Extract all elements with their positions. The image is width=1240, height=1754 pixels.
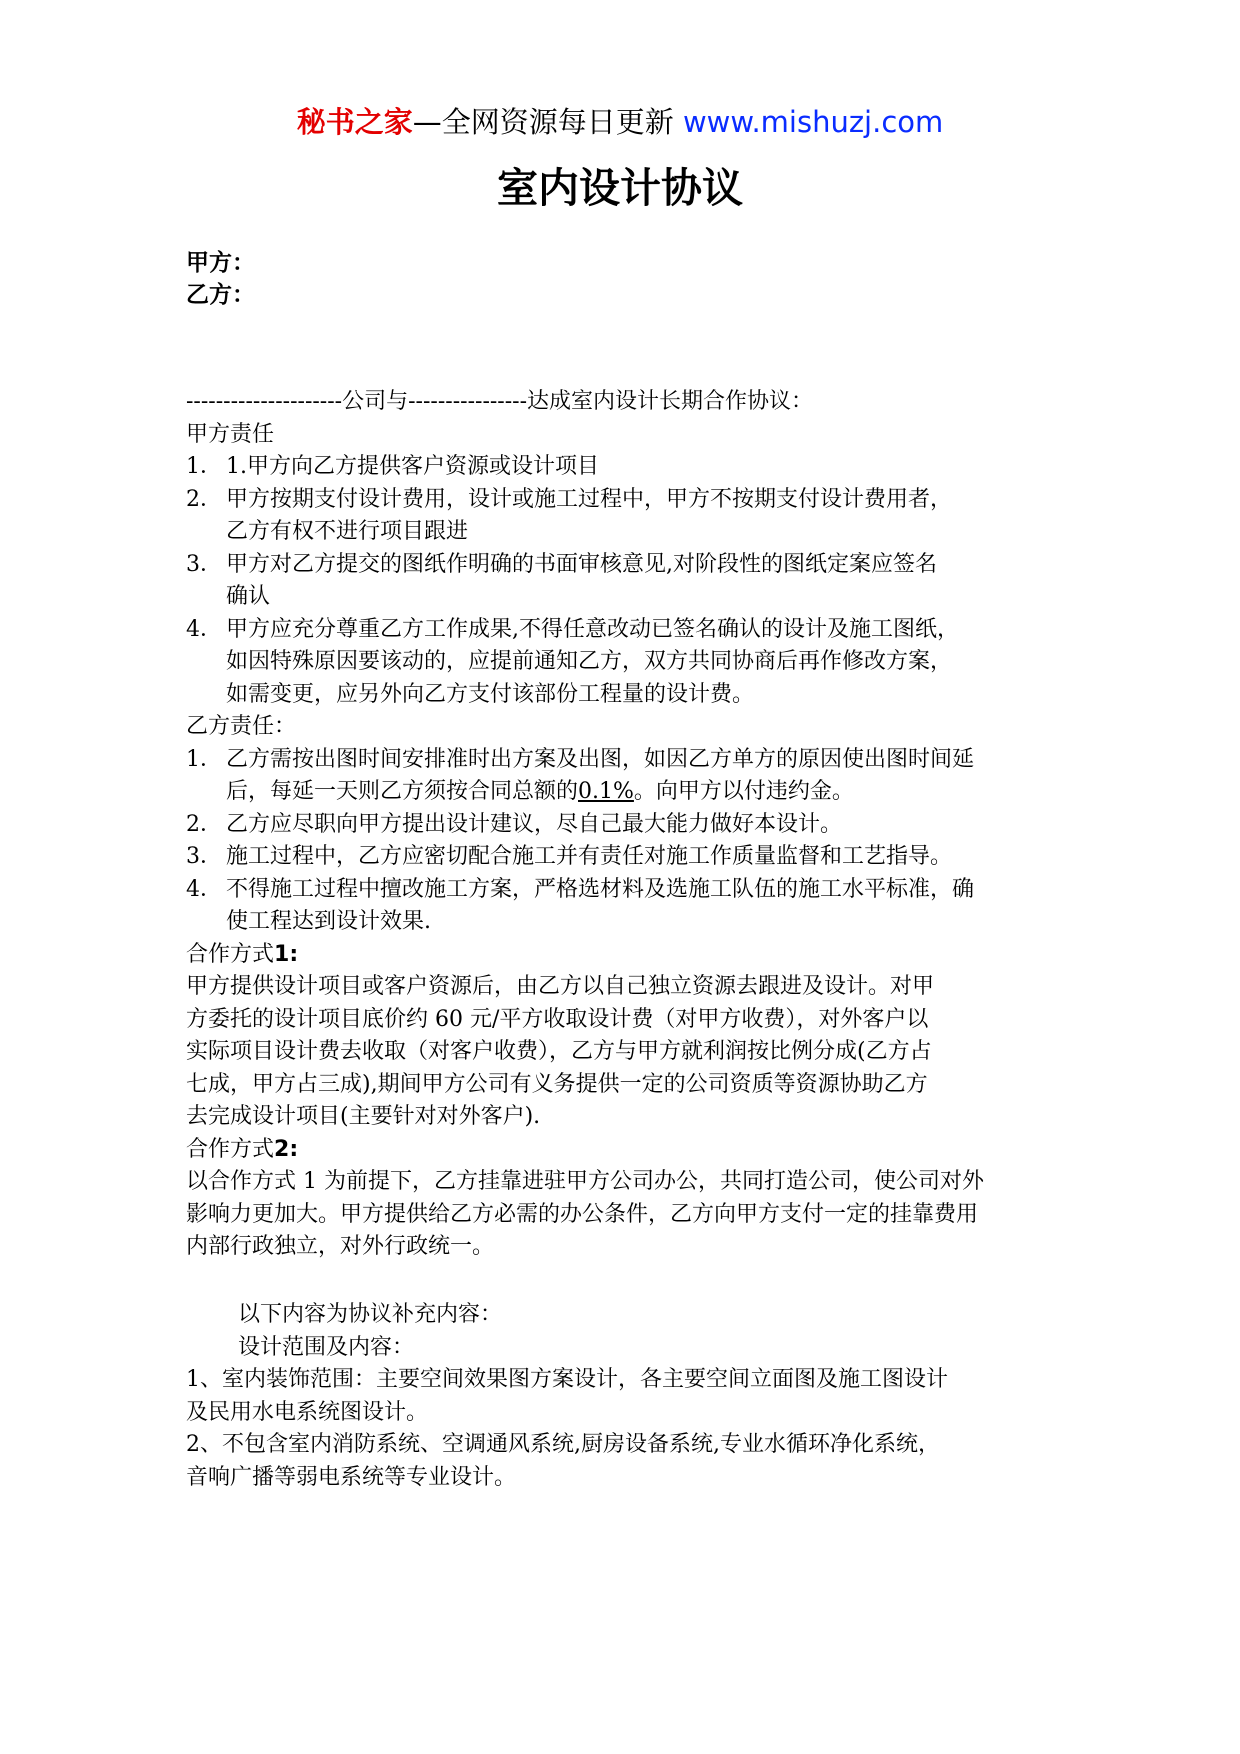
item-text: 乙方应尽职向甲方提出设计建议，尽自己最大能力做好本设计。: [226, 811, 843, 837]
list-item: [186, 841, 1106, 874]
party-b-label: 乙方：: [186, 282, 255, 308]
heading-number: 1:: [274, 941, 299, 967]
item-text-part: 后，每延一天则乙方须按合同总额的: [226, 779, 579, 804]
party-b-responsibility-heading: 乙方责任：: [186, 714, 297, 739]
supplement-heading: 以下内容为协议补充内容：: [238, 1302, 503, 1327]
heading-number: 2:: [274, 1136, 299, 1162]
item-text: 乙方有权不进行项目跟进: [226, 519, 469, 544]
paragraph-line: 1、室内装饰范围：主要空间效果图方案设计，各主要空间立面图及施工图设计: [186, 1367, 948, 1392]
site-url-link[interactable]: www.mishuzj.com: [682, 105, 944, 139]
item-number: 3．: [186, 551, 222, 577]
header-tagline: —全网资源每日更新: [412, 105, 683, 139]
item-number: 1．: [186, 454, 222, 479]
item-text: 使工程达到设计效果.: [226, 909, 431, 934]
paragraph-line: 去完成设计项目(主要针对对外客户).: [186, 1104, 541, 1129]
paragraph-line: 内部行政独立，对外行政统一。: [186, 1234, 495, 1259]
item-text: 如因特殊原因要该动的，应提前通知乙方，双方共同协商后再作修改方案，: [226, 649, 953, 674]
item-text: 不得施工过程中擅改施工方案，严格选材料及选施工队伍的施工水平标准，确: [226, 876, 975, 902]
supplement-section: [186, 1299, 1106, 1494]
item-text: 施工过程中，乙方应密切配合施工并有责任对施工作质量监督和工艺指导。: [226, 844, 953, 869]
intro-line: ---------------------公司与----------------达成室内设计长期合作协议：: [186, 389, 814, 414]
site-header: [0, 102, 1240, 142]
paragraph-line: 及民用水电系统图设计。: [186, 1399, 429, 1425]
brand-name: 秘书之家: [296, 105, 413, 139]
scope-heading: 设计范围及内容：: [238, 1334, 415, 1360]
cooperation-mode-2-heading: [186, 1134, 1106, 1167]
heading-text: 合作方式: [186, 941, 275, 967]
paragraph-line: 音响广播等弱电系统等专业设计。: [186, 1464, 517, 1490]
cooperation-mode-1-heading: [186, 939, 1106, 972]
paragraph-line: 方委托的设计项目底价约 60 元/平方收取设计费（对甲方收费），对外客户以: [186, 1006, 929, 1032]
item-number: 3．: [186, 844, 222, 869]
item-text: 如需变更，应另外向乙方支付该部份工程量的设计费。: [226, 681, 755, 707]
document-title: 室内设计协议: [497, 164, 743, 212]
item-text: 确认: [226, 584, 271, 609]
list-item: [186, 744, 1106, 809]
item-number: 2．: [186, 811, 222, 837]
list-item: [186, 549, 1106, 614]
item-text: [226, 776, 974, 809]
item-text: 甲方对乙方提交的图纸作明确的书面审核意见,对阶段性的图纸定案应签名: [226, 551, 937, 577]
item-number: 4．: [186, 616, 222, 642]
agreement-body: [186, 386, 1106, 1264]
item-text-part: 。向甲方以付违约金。: [633, 779, 854, 804]
paragraph-line: 影响力更加大。甲方提供给乙方必需的办公条件，乙方向甲方支付一定的挂靠费用: [186, 1201, 979, 1227]
item-text: 甲方按期支付设计费用，设计或施工过程中，甲方不按期支付设计费用者，: [226, 486, 953, 512]
item-number: 2．: [186, 486, 222, 512]
paragraph-line: 甲方提供设计项目或客户资源后，由乙方以自己独立资源去跟进及设计。对甲: [186, 974, 935, 999]
list-item: [186, 874, 1106, 939]
paragraph-line: 以合作方式 1 为前提下，乙方挂靠进驻甲方公司办公，共同打造公司，使公司对外: [186, 1169, 984, 1194]
penalty-rate: 0.1%: [578, 779, 634, 804]
list-item: [186, 451, 1106, 484]
paragraph-line: 七成，甲方占三成),期间甲方公司有义务提供一定的公司资质等资源协助乙方: [186, 1071, 928, 1097]
paragraph-line: 2、不包含室内消防系统、空调通风系统,厨房设备系统,专业水循环净化系统，: [186, 1432, 940, 1457]
item-number: 4．: [186, 876, 222, 902]
item-text: 1.甲方向乙方提供客户资源或设计项目: [226, 454, 599, 479]
list-item: [186, 614, 1106, 712]
list-item: [186, 809, 1106, 842]
list-item: [186, 484, 1106, 549]
item-text: 乙方需按出图时间安排准时出方案及出图，如因乙方单方的原因使出图时间延: [226, 746, 975, 772]
item-text: 甲方应充分尊重乙方工作成果,不得任意改动已签名确认的设计及施工图纸，: [226, 616, 959, 642]
heading-text: 合作方式: [186, 1136, 275, 1162]
party-a-responsibility-heading: 甲方责任: [186, 421, 275, 447]
item-number: 1．: [186, 746, 222, 772]
party-a-label: 甲方：: [186, 250, 255, 276]
paragraph-line: 实际项目设计费去收取（对客户收费），乙方与甲方就利润按比例分成(乙方占: [186, 1039, 932, 1064]
